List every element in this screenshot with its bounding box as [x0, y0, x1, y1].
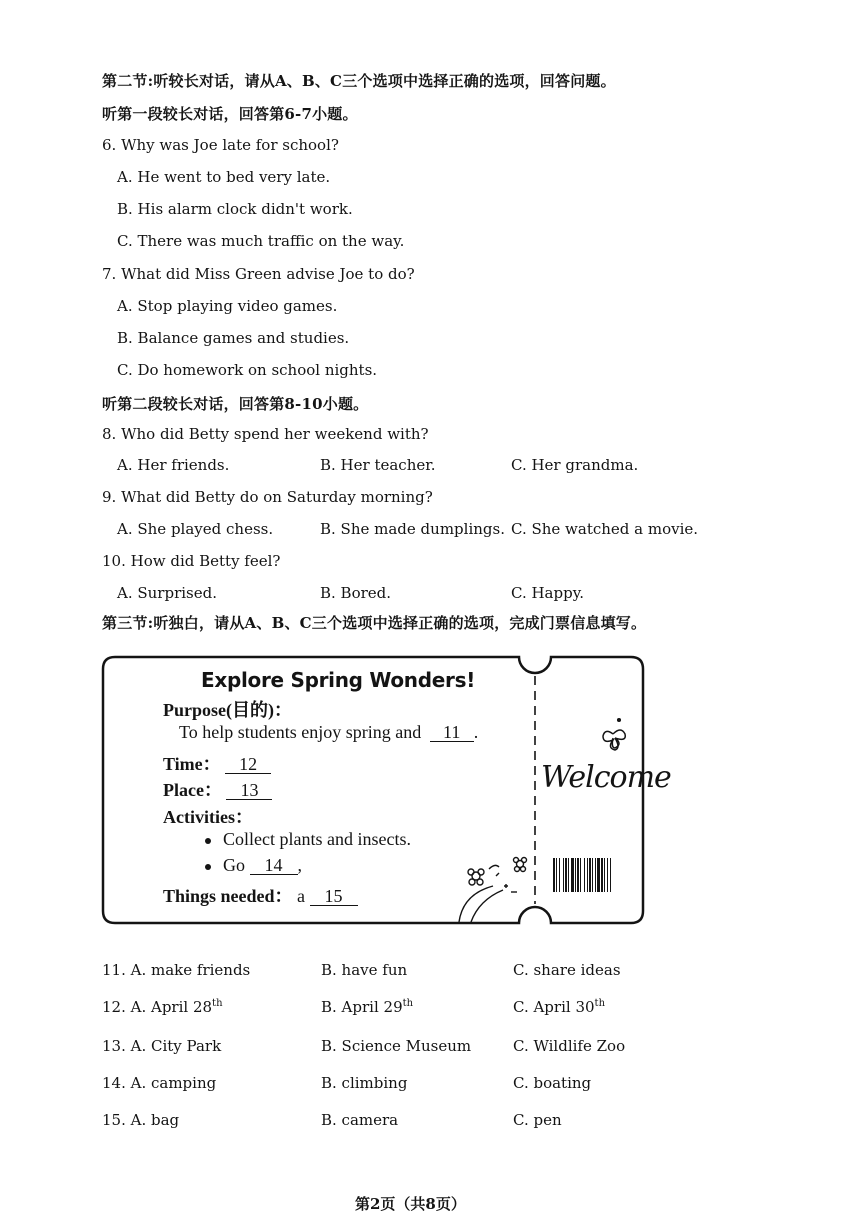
section2-heading: 第二节:听较长对话，请从A、B、C三个选项中选择正确的选项，回答问题。: [102, 72, 616, 90]
question-9: 9. What did Betty do on Saturday morning?: [102, 488, 433, 506]
q8-option-c: C. Her grandma.: [511, 456, 639, 474]
option-12-b: [321, 998, 413, 1016]
option-14-c: C. boating: [513, 1074, 592, 1092]
q9-option-c: C. She watched a movie.: [511, 520, 699, 538]
butterfly-icon: [603, 719, 625, 750]
option-15-b: B. camera: [321, 1111, 399, 1129]
q8-option-b: B. Her teacher.: [320, 456, 436, 474]
q10-option-b: B. Bored.: [320, 584, 392, 602]
purpose-text: To help students enjoy spring and: [179, 722, 422, 742]
option-15-c: C. pen: [513, 1111, 562, 1129]
q9-option-a: A. She played chess.: [117, 520, 274, 538]
time-label: Time：: [163, 754, 221, 774]
option-12-c-sup: th: [594, 998, 606, 1009]
option-11-a: 11. A. make friends: [102, 961, 251, 979]
blank-11[interactable]: 11: [430, 723, 474, 742]
option-13-b: B. Science Museum: [321, 1037, 472, 1055]
option-13-c: C. Wildlife Zoo: [513, 1037, 626, 1055]
blank-14[interactable]: 14: [250, 856, 298, 875]
activities-label: [163, 803, 253, 829]
q7-option-b: B. Balance games and studies.: [117, 329, 350, 347]
activity-1: [205, 829, 411, 850]
purpose-period: .: [473, 722, 479, 742]
bullet-icon: [205, 838, 211, 844]
page-footer: 第2页（共8页）: [355, 1195, 466, 1213]
option-14-a: 14. A. camping: [102, 1074, 217, 1092]
welcome-script: Welcome: [541, 760, 671, 795]
bullet-icon: [205, 864, 211, 870]
purpose-label-text: Purpose(目的)：: [163, 700, 292, 720]
things-line: [163, 882, 358, 908]
q6-option-c: C. There was much traffic on the way.: [117, 232, 405, 250]
purpose-label: [163, 696, 292, 722]
question-6: 6. Why was Joe late for school?: [102, 136, 339, 154]
activity-1-text: Collect plants and insects.: [223, 829, 411, 849]
place-line: [163, 776, 272, 802]
activity-2: [205, 855, 302, 876]
blank-15[interactable]: 15: [310, 887, 358, 906]
option-11-c: C. share ideas: [513, 961, 621, 979]
blank-12[interactable]: 12: [225, 755, 271, 774]
question-7: 7. What did Miss Green advise Joe to do?: [102, 265, 415, 283]
purpose-line: [179, 722, 478, 743]
option-12-b-text: B. April 29: [321, 998, 403, 1016]
section3-heading: 第三节:听独白，请从A、B、C三个选项中选择正确的选项，完成门票信息填写。: [102, 614, 647, 632]
q10-option-a: A. Surprised.: [117, 584, 217, 602]
event-ticket: [101, 654, 671, 926]
option-12-c-text: C. April 30: [513, 998, 595, 1016]
option-12-a-text: 12. A. April 28: [102, 998, 213, 1016]
option-14-b: B. climbing: [321, 1074, 408, 1092]
dialogue1-intro: 听第一段较长对话，回答第6-7小题。: [102, 105, 358, 123]
q6-option-b: B. His alarm clock didn't work.: [117, 200, 353, 218]
activity-2-comma: ,: [297, 855, 302, 875]
activity-2-prefix: Go: [223, 855, 245, 875]
option-15-a: 15. A. bag: [102, 1111, 180, 1129]
option-12-b-sup: th: [402, 998, 414, 1009]
place-label: Place：: [163, 780, 222, 800]
question-10: 10. How did Betty feel?: [102, 552, 281, 570]
q7-option-a: A. Stop playing video games.: [117, 297, 338, 315]
option-13-a: 13. A. City Park: [102, 1037, 222, 1055]
option-11-b: B. have fun: [321, 961, 408, 979]
option-12-c: [513, 998, 605, 1016]
q10-option-c: C. Happy.: [511, 584, 584, 602]
things-label: Things needed：: [163, 886, 293, 906]
ticket-title: Explore Spring Wonders!: [201, 668, 476, 692]
things-prefix: a: [297, 886, 306, 906]
q6-option-a: A. He went to bed very late.: [117, 168, 331, 186]
q9-option-b: B. She made dumplings.: [320, 520, 505, 538]
option-12-a: [102, 998, 223, 1016]
option-12-a-sup: th: [212, 998, 223, 1009]
blank-13[interactable]: 13: [226, 781, 272, 800]
question-8: 8. Who did Betty spend her weekend with?: [102, 425, 429, 443]
q8-option-a: A. Her friends.: [117, 456, 230, 474]
flower-doodle-icon: [459, 858, 527, 923]
q7-option-c: C. Do homework on school nights.: [117, 361, 378, 379]
dialogue2-intro: 听第二段较长对话，回答第8-10小题。: [102, 395, 369, 413]
activities-label-text: Activities：: [163, 807, 253, 827]
time-line: [163, 750, 271, 776]
barcode-icon: [553, 858, 611, 892]
